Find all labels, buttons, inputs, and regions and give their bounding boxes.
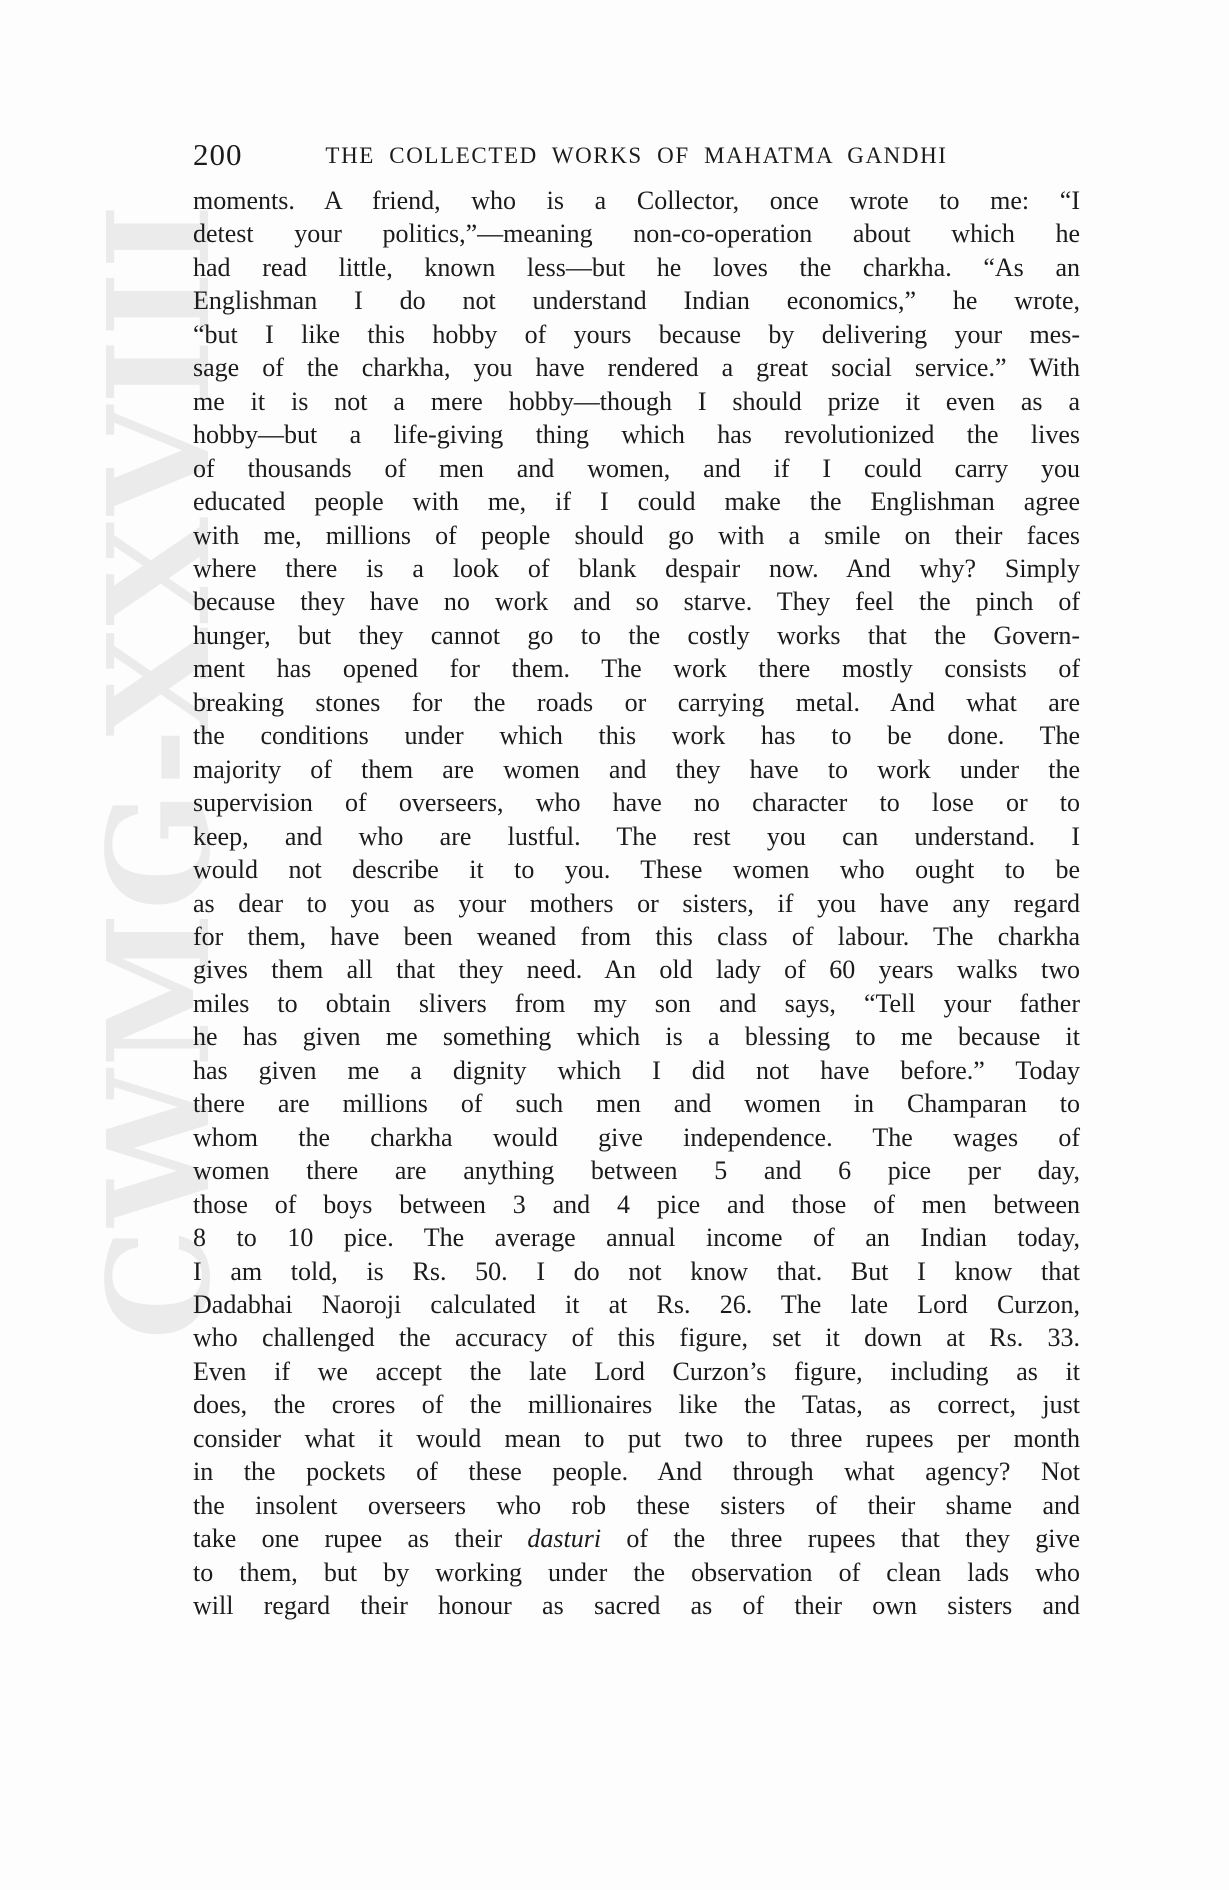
text-line: keep, and who are lustful. The rest you can understand. I [193,821,1080,851]
text-line: has given me a dignity which I did not have before.” Today [193,1055,1080,1085]
text-line: Englishman I do not understand Indian economics,” he wrote, [193,286,1080,316]
text-line: there are millions of such men and women in Champaran to [193,1089,1080,1119]
text-line: with me, millions of people should go with a smile on their faces [193,520,1080,550]
text-line: will regard their honour as sacred as of their own sisters and [193,1591,1080,1621]
text-line: had read little, known less—but he loves the charkha. “As an [193,252,1080,282]
text-line: whom the charkha would give independence. The wages of [193,1122,1080,1152]
text-line: Even if we accept the late Lord Curzon’s figure, including as it [193,1356,1080,1386]
text-line: those of boys between 3 and 4 pice and those of men between [193,1189,1080,1219]
text-line: to them, but by working under the observation of clean lads who [193,1557,1080,1587]
text-line: sage of the charkha, you have rendered a great social service.” With [193,353,1080,383]
text-line: take one rupee as their dasturi of the three rupees that they give [193,1524,1080,1554]
text-line: educated people with me, if I could make the Englishman agree [193,487,1080,517]
running-title: THE COLLECTED WORKS OF MAHATMA GANDHI [325,143,948,168]
text-line: the insolent overseers who rob these sisters of their shame and [193,1490,1080,1520]
text-line: would not describe it to you. These women who ought to be [193,855,1080,885]
text-line: ment has opened for them. The work there mostly consists of [193,654,1080,684]
text-line: in the pockets of these people. And through what agency? Not [193,1457,1080,1487]
text-line: where there is a look of blank despair now. And why? Simply [193,553,1080,583]
text-line: supervision of overseers, who have no character to lose or to [193,788,1080,818]
volume-watermark: CWMG-XXVIII [78,201,242,1340]
text-line: gives them all that they need. An old lady of 60 years walks two [193,955,1080,985]
text-line: majority of them are women and they have to work under the [193,754,1080,784]
text-line: me it is not a mere hobby—though I should prize it even as a [193,386,1080,416]
text-line: women there are anything between 5 and 6 pice per day, [193,1156,1080,1186]
text-line: hobby—but a life-giving thing which has revolutionized the lives [193,420,1080,450]
text-line: miles to obtain slivers from my son and says, “Tell your father [193,988,1080,1018]
text-line: I am told, is Rs. 50. I do not know that. But I know that [193,1256,1080,1286]
text-line: consider what it would mean to put two to three rupees per month [193,1423,1080,1453]
text-line: he has given me something which is a blessing to me because it [193,1022,1080,1052]
text-line: as dear to you as your mothers or sisters, if you have any regard [193,888,1080,918]
text-line: 8 to 10 pice. The average annual income of an Indian today, [193,1223,1080,1253]
text-line: detest your politics,”—meaning non-co-operation about which he [193,219,1080,249]
text-line: breaking stones for the roads or carrying metal. And what are [193,687,1080,717]
text-line: does, the crores of the millionaires like the Tatas, as correct, just [193,1390,1080,1420]
text-line: moments. A friend, who is a Collector, once wrote to me: “I [193,186,1080,215]
text-line: because they have no work and so starve. They feel the pinch of [193,587,1080,617]
page-header [193,136,1080,176]
text-line: Dadabhai Naoroji calculated it at Rs. 26. The late Lord Curzon, [193,1289,1080,1319]
text-line: hunger, but they cannot go to the costly works that the Govern- [193,620,1080,650]
text-line: for them, have been weaned from this class of labour. The charkha [193,921,1080,951]
page-number: 200 [193,137,243,172]
text-line: who challenged the accuracy of this figure, set it down at Rs. 33. [193,1323,1080,1353]
text-line: “but I like this hobby of yours because by delivering your mes- [193,319,1080,349]
body-text [193,184,1080,1622]
text-line: of thousands of men and women, and if I could carry you [193,453,1080,483]
text-line: the conditions under which this work has to be done. The [193,721,1080,751]
